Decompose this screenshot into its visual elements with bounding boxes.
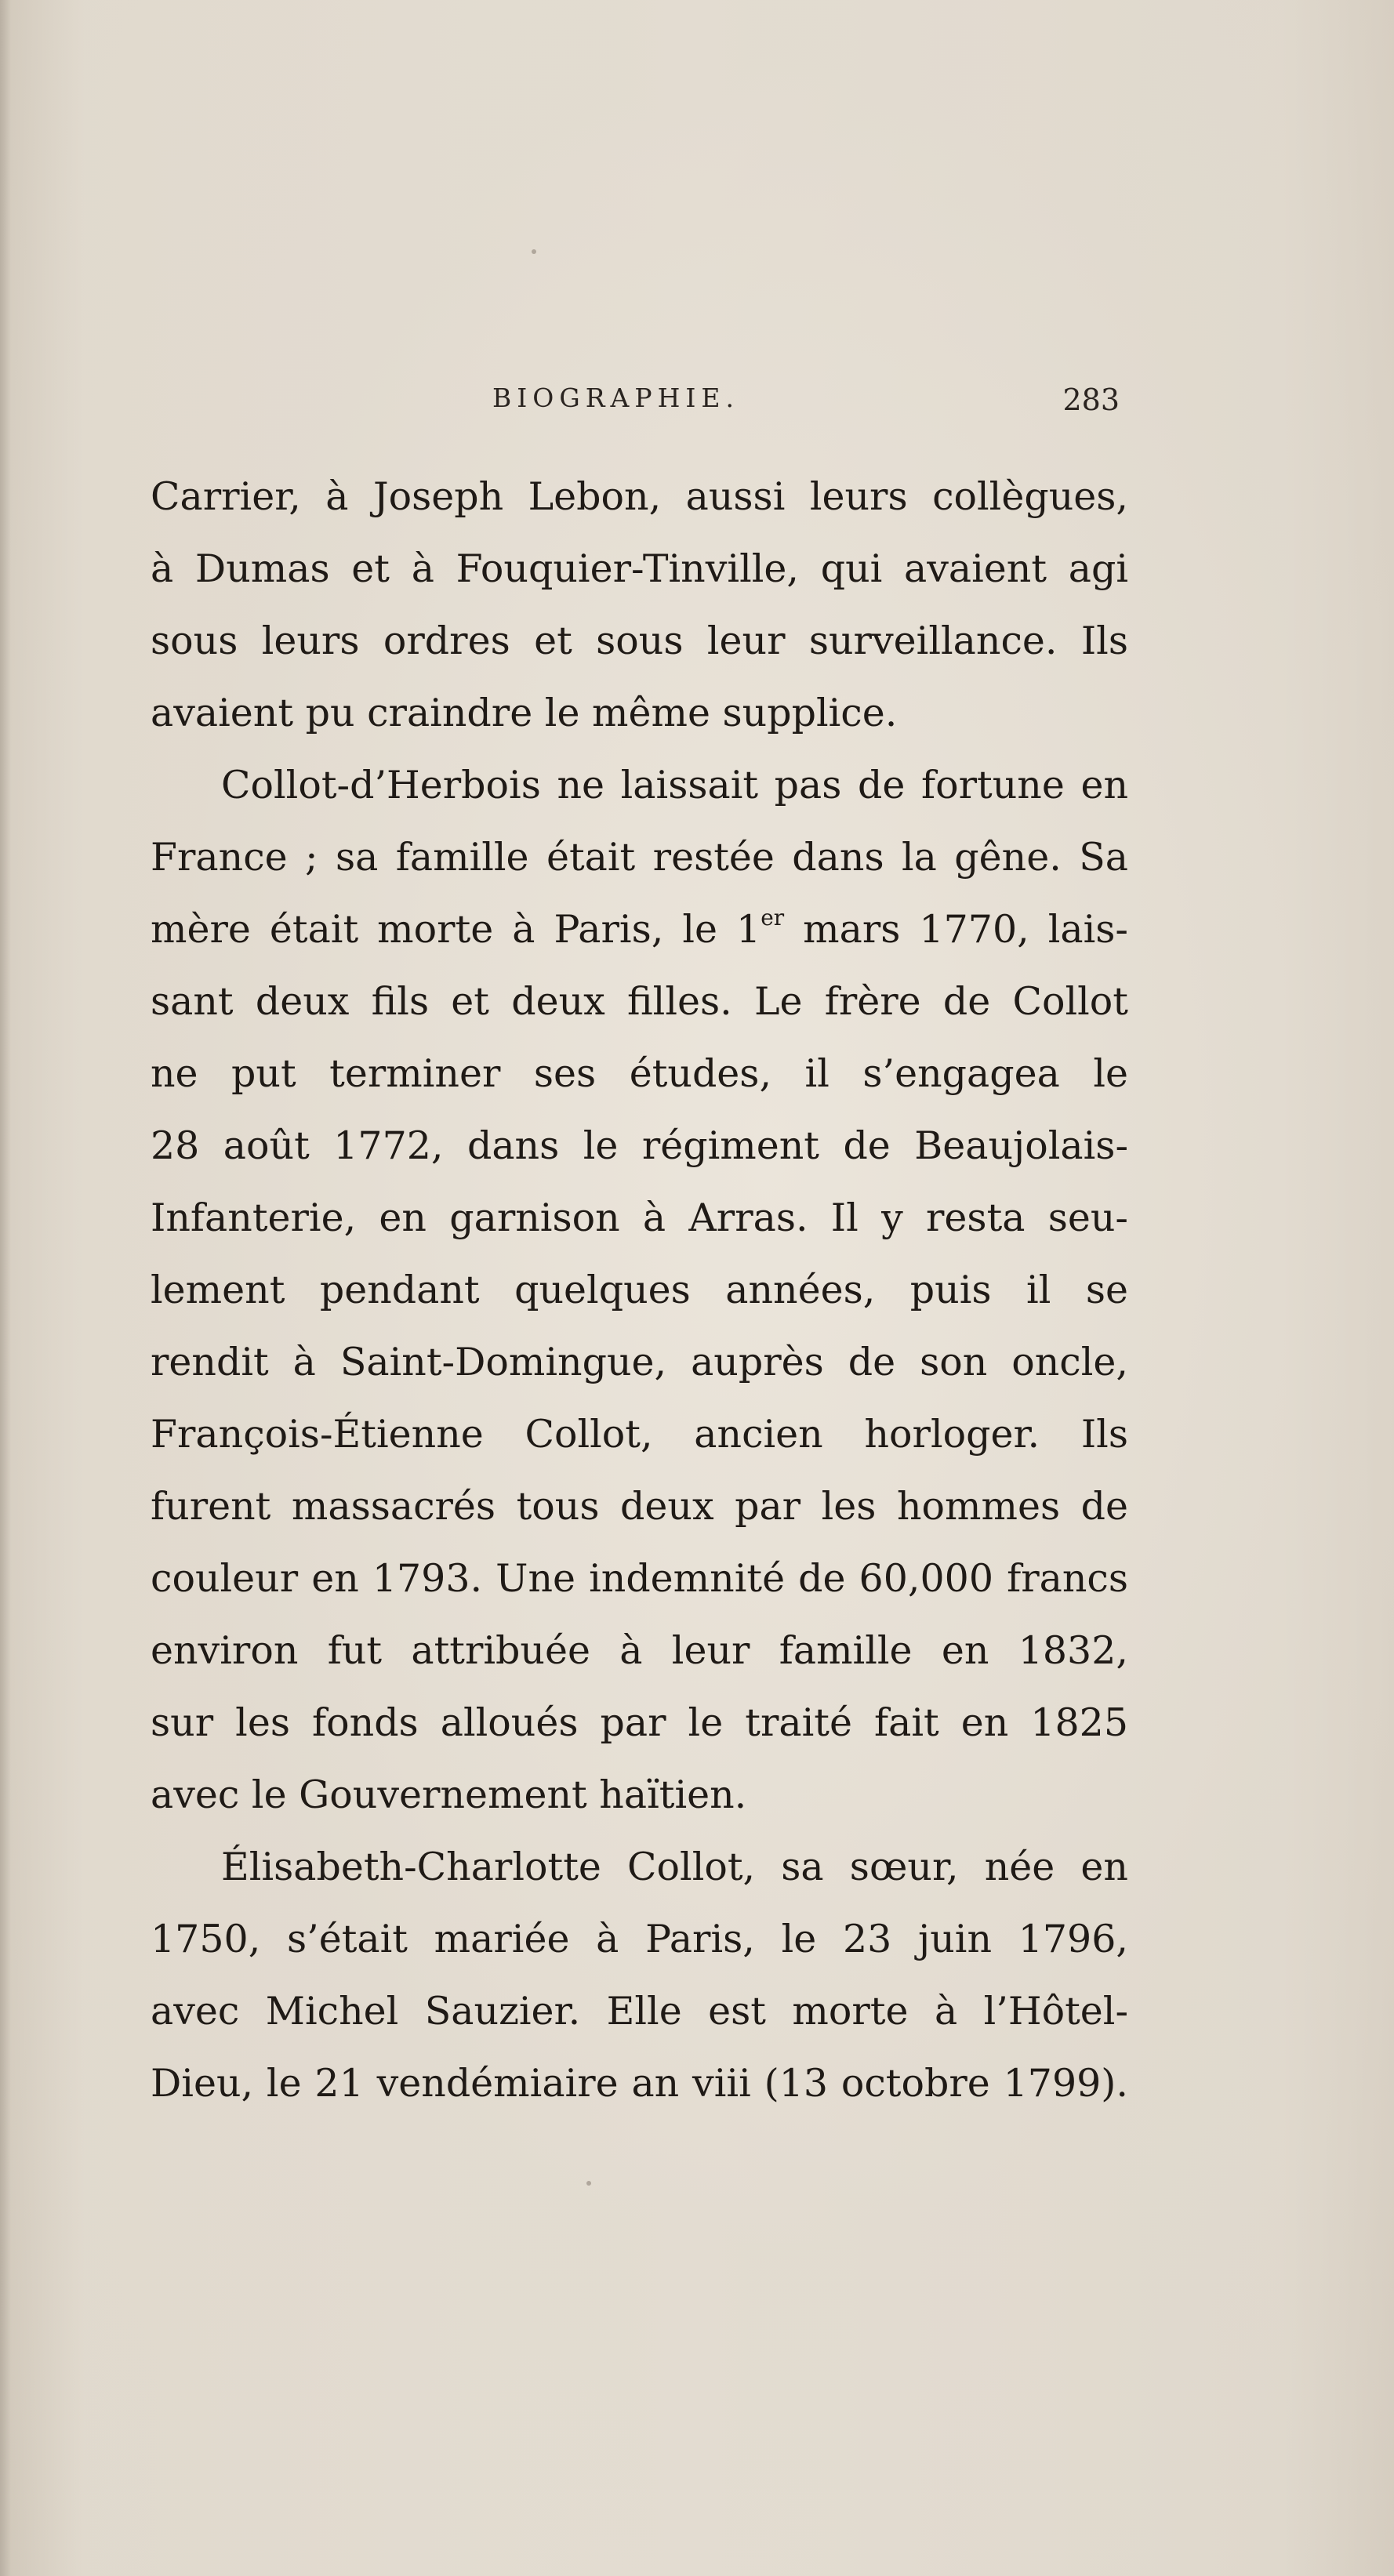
text-line-with-superscript [151,894,1128,966]
text-line: 28 août 1772, dans le régiment de Beaujolais- [151,1123,1128,1168]
body-text [151,461,1128,2120]
text-line: à Dumas et à Fouquier-Tinville, qui avaient agi [151,546,1128,591]
text-line: lement pendant quelques années, puis il se [151,1268,1128,1312]
ordinal-superscript: er [761,905,785,931]
paper-speck [532,249,536,254]
page-number: 283 [1062,383,1120,417]
text-line: Infanterie, en garnison à Arras. Il y resta seu- [151,1195,1128,1240]
text-line: sur les fonds alloués par le traité fait en 1825 [151,1700,1128,1745]
text-line: environ fut attribuée à leur famille en 1832, [151,1628,1128,1673]
text-line: France ; sa famille était restée dans la gêne. Sa [151,835,1128,880]
text-line: sous leurs ordres et sous leur surveillance. Ils [151,619,1128,663]
text-line: Dieu, le 21 vendémiaire an viii (13 octobre 1799). [151,2061,1128,2106]
page-header [492,383,1120,422]
text-segment: mère était morte à Paris, le 1 [151,907,761,952]
text-line: avec Michel Sauzier. Elle est morte à l’Hôtel- [151,1989,1128,2034]
paper-speck [586,2181,591,2186]
text-line: Carrier, à Joseph Lebon, aussi leurs collègues, [151,474,1128,519]
paragraph-start-line: Collot-d’Herbois ne laissait pas de fortune en [221,763,1128,807]
text-line: rendit à Saint-Domingue, auprès de son oncle, [151,1340,1128,1384]
text-line: couleur en 1793. Une indemnité de 60,000 francs [151,1556,1128,1601]
running-head: BIOGRAPHIE. [492,383,739,413]
text-line: avaient pu craindre le même supplice. [151,691,898,735]
text-line: 1750, s’était mariée à Paris, le 23 juin 1796, [151,1917,1128,1961]
text-segment: mars 1770, lais- [784,907,1128,952]
page-edge-shadow [0,0,11,2576]
text-line: ne put terminer ses études, il s’engagea le [151,1051,1128,1096]
text-line: François-Étienne Collot, ancien horloger. Ils [151,1412,1128,1457]
text-line: furent massacrés tous deux par les hommes de [151,1484,1128,1529]
text-line: sant deux fils et deux filles. Le frère de Collot [151,979,1128,1024]
text-line: avec le Gouvernement haïtien. [151,1772,747,1817]
paragraph-start-line: Élisabeth-Charlotte Collot, sa sœur, née en [221,1845,1128,1889]
